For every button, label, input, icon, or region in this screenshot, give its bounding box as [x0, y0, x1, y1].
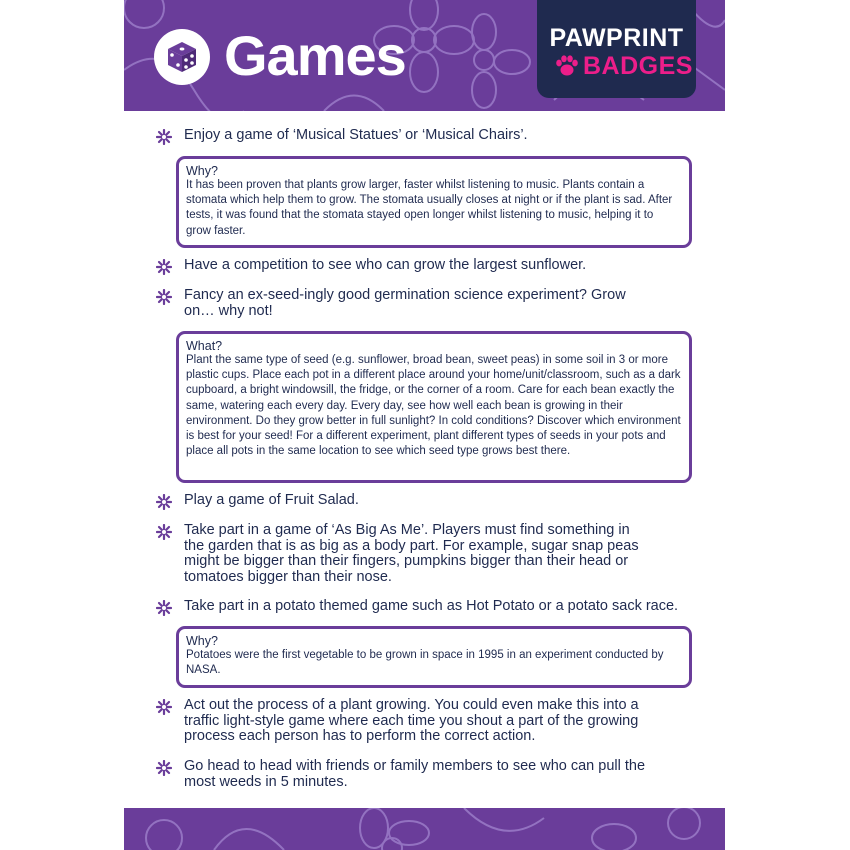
item-text: Act out the process of a plant growing. You could even make this into a traffic light-style game where each time you shout a part of the growing process each person has to perform the correct action. — [184, 697, 639, 744]
flower-bullet-icon — [156, 599, 184, 621]
page-title: Games — [224, 24, 406, 87]
item-text: Enjoy a game of ‘Musical Statues’ or ‘Musical Chairs’. — [184, 127, 528, 143]
flower-bullet-icon — [156, 523, 184, 585]
logo-line1: PAWPRINT — [549, 24, 684, 52]
flower-pattern-decoration — [124, 808, 725, 850]
list-item — [156, 288, 696, 319]
flower-bullet-icon — [156, 493, 184, 515]
box-label: Why? — [186, 164, 218, 178]
info-box — [176, 331, 692, 483]
flower-bullet-icon — [156, 128, 184, 150]
box-label: What? — [186, 339, 223, 353]
item-text: Take part in a potato themed game such as Hot Potato or a potato sack race. — [184, 598, 679, 614]
item-text: Go head to head with friends or family members to see who can pull the most weeds in 5 minutes. — [184, 758, 646, 790]
list-item — [156, 258, 696, 280]
box-text: Plant the same type of seed (e.g. sunflower, broad bean, sweet peas) in some soil in 3 or more plastic cups. Place each pot in a different place around your home/unit/classroom, such as a dark cupboard, a bright windowsill, the fridge, or the corner of a room. Care for each bean exactly the same, watering each every day. Every day, see how well each bean is growing in their environment. Do they grow better in full sunlight? In cold conditions? Discover which environment is best for your seed! For a different experiment, plant different types of seeds in your pots and place all pots in the same location to see which seed type grows best there. — [186, 354, 681, 458]
dice-icon-badge — [154, 29, 210, 85]
item-text: Fancy an ex-seed-ingly good germination science experiment? Grow on… why not! — [184, 287, 626, 319]
logo-line2: BADGES — [583, 52, 693, 80]
pawprint-badges-logo — [537, 0, 696, 98]
item-text: Play a game of Fruit Salad. — [184, 492, 359, 508]
list-item — [156, 523, 696, 585]
header-banner — [124, 0, 725, 111]
item-text: Have a competition to see who can grow the largest sunflower. — [184, 257, 587, 273]
worksheet-page — [124, 0, 725, 850]
box-label: Why? — [186, 634, 218, 648]
box-text: It has been proven that plants grow larger, faster whilst listening to music. Plants contain a stomata which help them to grow. The stomata usually closes at night or if the plant is sad. After tests, it was found that the stomata stayed open longer whilst listening to music, helping it to grow faster. — [186, 179, 673, 237]
flower-bullet-icon — [156, 258, 184, 280]
info-box — [176, 156, 692, 248]
logo-line2-wrap — [555, 52, 693, 80]
dice-icon — [165, 40, 199, 74]
list-item — [156, 759, 696, 790]
item-text: Take part in a game of ‘As Big As Me’. Players must find something in the garden that is as big as a body part. For example, sugar snap peas might be bigger than their fingers, pumpkins bigger than their head or tomatoes bigger than their nose. — [184, 522, 639, 585]
flower-bullet-icon — [156, 698, 184, 745]
box-text: Potatoes were the first vegetable to be grown in space in 1995 in an experiment conducted by NASA. — [186, 649, 664, 677]
info-box — [176, 626, 692, 688]
list-item — [156, 128, 696, 150]
list-item — [156, 698, 696, 745]
list-item — [156, 493, 696, 515]
footer-banner — [124, 808, 725, 850]
list-item — [156, 599, 696, 621]
flower-bullet-icon — [156, 759, 184, 790]
paw-icon — [555, 55, 579, 77]
flower-bullet-icon — [156, 288, 184, 319]
